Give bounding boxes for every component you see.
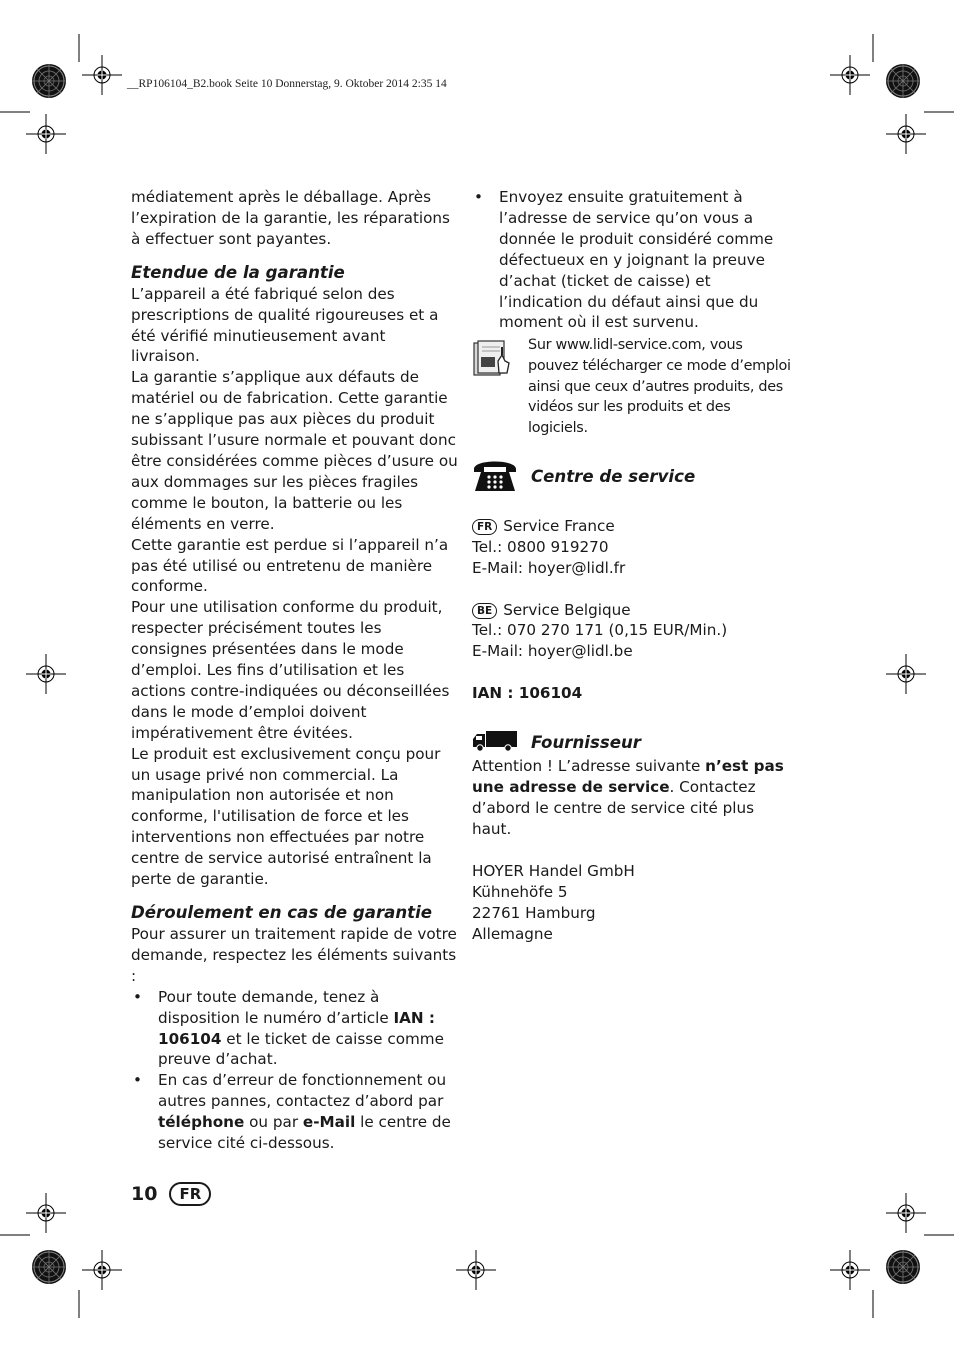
address-line: Kühnehöfe 5 (472, 882, 568, 901)
list-item-text: Pour toute demande, tenez à disposition le numéro d’article (158, 987, 394, 1027)
intro-paragraph: médiatement après le déballage. Après l’expiration de la garantie, les réparations à effectuer sont payantes. (131, 188, 450, 248)
service-belgique-name (472, 600, 794, 621)
list-item-text: ou par (244, 1113, 303, 1132)
supplier-notice-text: Attention ! L’adresse suivante (472, 757, 706, 776)
etendue-paragraph-2: La garantie s’applique aux défauts de matériel ou de fabrication. Cette garantie ne s’applique pas aux pièces du produit subissant l’usure normale et pouvant donc être considérées comme pièces d’usure ou aux dommages sur les pièces fragiles comme le bouton, la batterie ou les éléments en verre. (131, 368, 458, 533)
procedure-list-continued (472, 187, 794, 333)
left-column (131, 187, 459, 1154)
service-belgique-tel: Tel.: 070 270 171 (0,15 EUR/Min.) (472, 621, 728, 640)
address-line: HOYER Handel GmbH (472, 861, 635, 880)
etendue-paragraph-4: Pour une utilisation conforme du produit, respecter précisément toutes les consignes présentées dans le mode d’emploi. Les fins d’utilisation et les actions contre-indiquées ou déconseillées dans le mode d’emploi doivent impérativement être évitées. (131, 598, 450, 742)
be-country-badge: BE (472, 603, 497, 619)
telephone-emphasis: téléphone (158, 1113, 245, 1132)
supplier-heading (472, 730, 794, 756)
manual-download-icon (472, 335, 528, 383)
etendue-paragraph-1: L’appareil a été fabriqué selon des prescriptions de qualité rigoureuses et a été vérifié minutieusement avant livraison. (131, 284, 439, 366)
list-item (131, 1070, 459, 1154)
page-number: 10 (131, 1183, 158, 1205)
bullet: • (474, 188, 483, 206)
bullet: • (133, 1071, 142, 1090)
service-belgique (472, 600, 794, 663)
supplier-address (472, 861, 794, 945)
service-name: Service Belgique (503, 600, 631, 619)
service-france-email: E-Mail: hoyer@lidl.fr (472, 558, 626, 577)
service-heading (472, 457, 794, 497)
service-france (472, 516, 794, 579)
bullet: • (133, 987, 142, 1006)
telephone-icon (472, 457, 518, 497)
procedure-list (131, 987, 459, 1154)
address-line: 22761 Hamburg (472, 903, 596, 922)
section-title-deroulement: Déroulement en cas de garantie (131, 903, 433, 922)
delivery-truck-icon (472, 730, 518, 756)
section-title-etendue: Etendue de la garantie (131, 262, 345, 282)
file-slug: __RP106104_B2.book Seite 10 Donnerstag, 9. Oktober 2014 2:35 14 (127, 78, 447, 90)
list-item-text: et le ticket de caisse comme preuve d’achat. (158, 1029, 444, 1069)
service-name: Service France (503, 516, 615, 535)
ian-reference: IAN : 106104 (158, 1008, 435, 1048)
supplier-notice (472, 756, 794, 840)
email-emphasis: e-Mail (302, 1113, 356, 1132)
list-item (472, 187, 794, 333)
list-item-text: En cas d’erreur de fonctionnement ou autres pannes, contactez d’abord par (158, 1071, 447, 1111)
fr-country-badge: FR (472, 519, 497, 535)
web-note (472, 335, 794, 439)
web-note-text: Sur www.lidl-service.com, vous pouvez télécharger ce mode d’emploi ainsi que ceux d’autres produits, des vidéos sur les produits et des logiciels. (528, 337, 791, 437)
ian-number: IAN : 106104 (472, 684, 583, 703)
address-line: Allemagne (472, 924, 553, 943)
service-belgique-email: E-Mail: hoyer@lidl.be (472, 642, 633, 661)
list-item-text: Envoyez ensuite gratuitement à l’adresse de service qu’on vous a donnée le produit considéré comme défectueux en y joignant la preuve d’achat (ticket de caisse) et l’indication du défaut ainsi que du moment où il est survenu. (499, 188, 774, 332)
etendue-paragraph-3: Cette garantie est perdue si l’appareil n’a pas été utilisé ou entretenu de manière conforme. (131, 535, 449, 596)
list-item-text: le centre de service cité ci-dessous. (158, 1113, 451, 1153)
service-france-tel: Tel.: 0800 919270 (472, 537, 609, 556)
supplier-notice-text: . Contactez d’abord le centre de service cité plus haut. (472, 778, 756, 838)
page-footer (131, 1182, 211, 1206)
etendue-paragraph-5: Le produit est exclusivement conçu pour un usage privé non commercial. La manipulation non autorisée et non conforme, l'utilisation de force et les interventions non effectuées par notre centre de service autorisé entraînent la perte de garantie. (131, 744, 441, 889)
list-item (131, 987, 459, 1071)
language-badge: FR (169, 1182, 211, 1206)
service-france-name (472, 516, 794, 537)
section-title-service: Centre de service (531, 466, 696, 486)
deroulement-intro: Pour assurer un traitement rapide de votre demande, respectez les éléments suivants : (131, 925, 457, 985)
supplier-notice-emphasis: n’est pas une adresse de service (472, 757, 784, 797)
section-title-supplier: Fournisseur (531, 733, 641, 753)
right-column (472, 187, 794, 944)
